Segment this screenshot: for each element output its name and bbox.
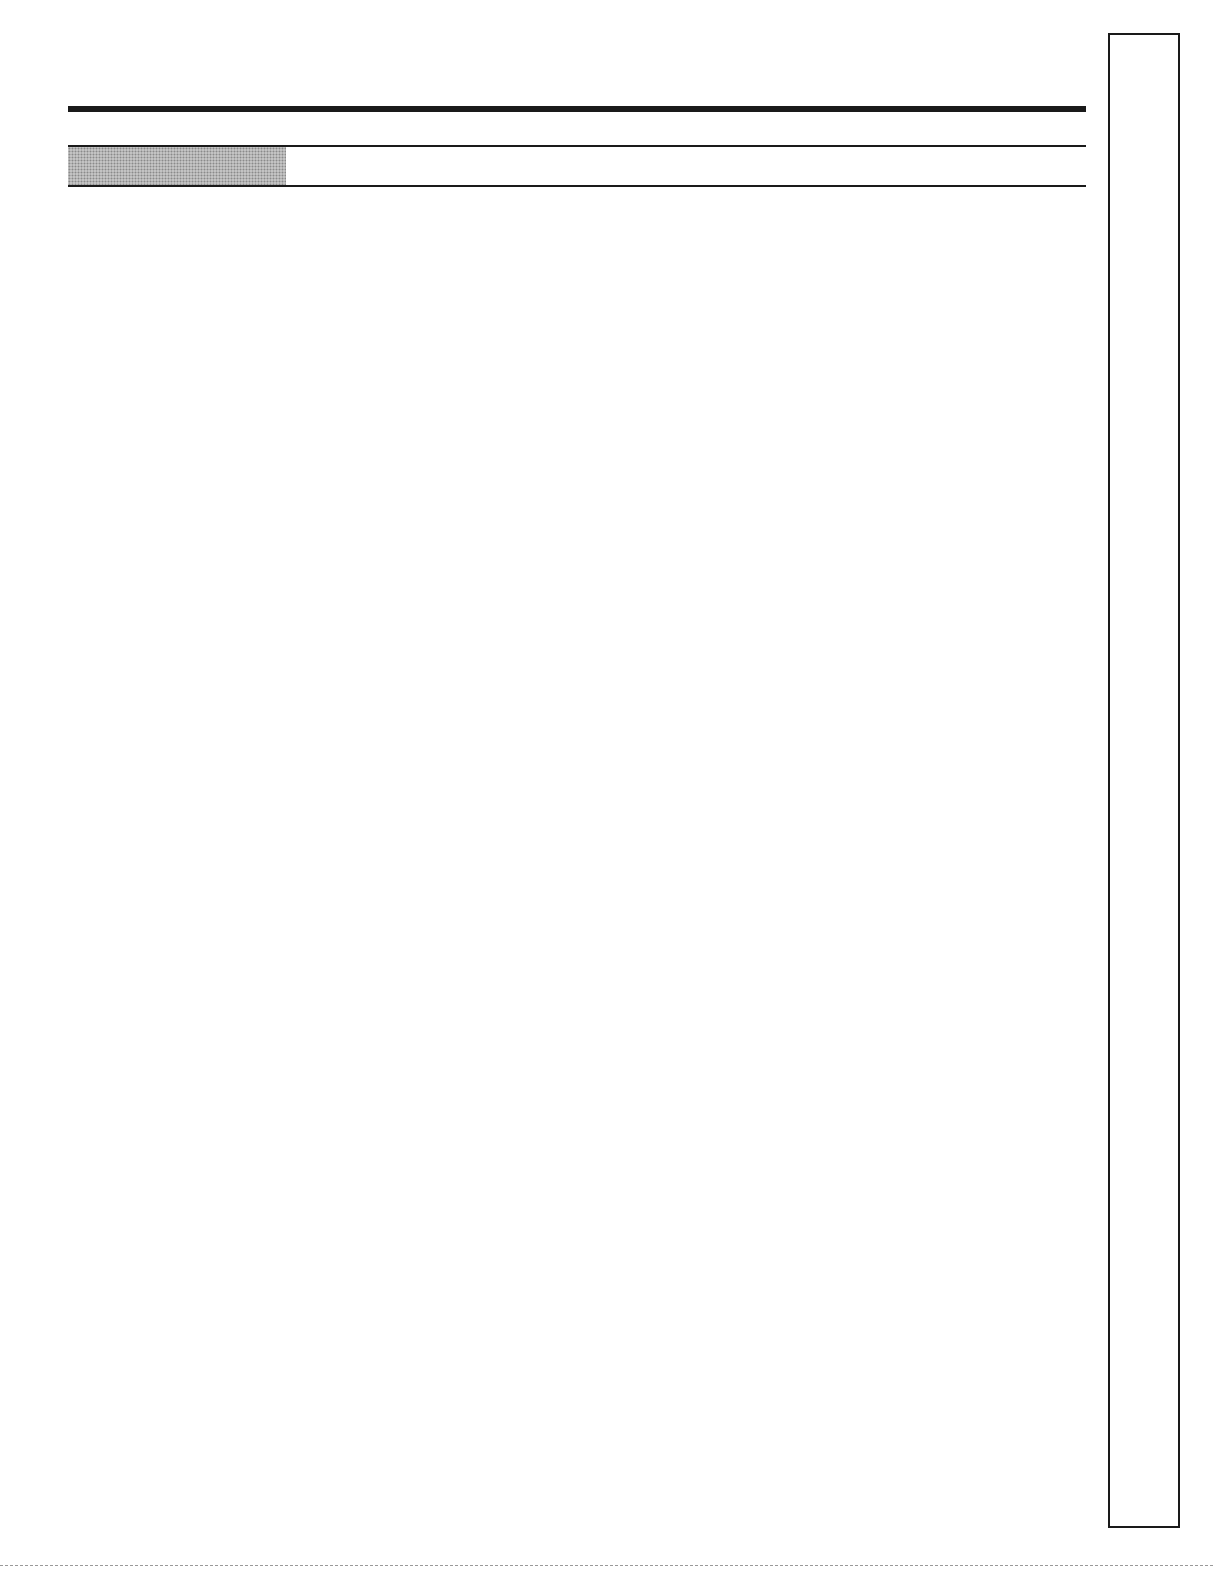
problem-column-header [68,147,286,185]
page-bottom-edge [0,1565,1213,1566]
table-header [68,145,1086,187]
section-tabs [1108,33,1180,1528]
header-rule [68,106,1086,112]
troubleshooting-table [68,145,1086,187]
